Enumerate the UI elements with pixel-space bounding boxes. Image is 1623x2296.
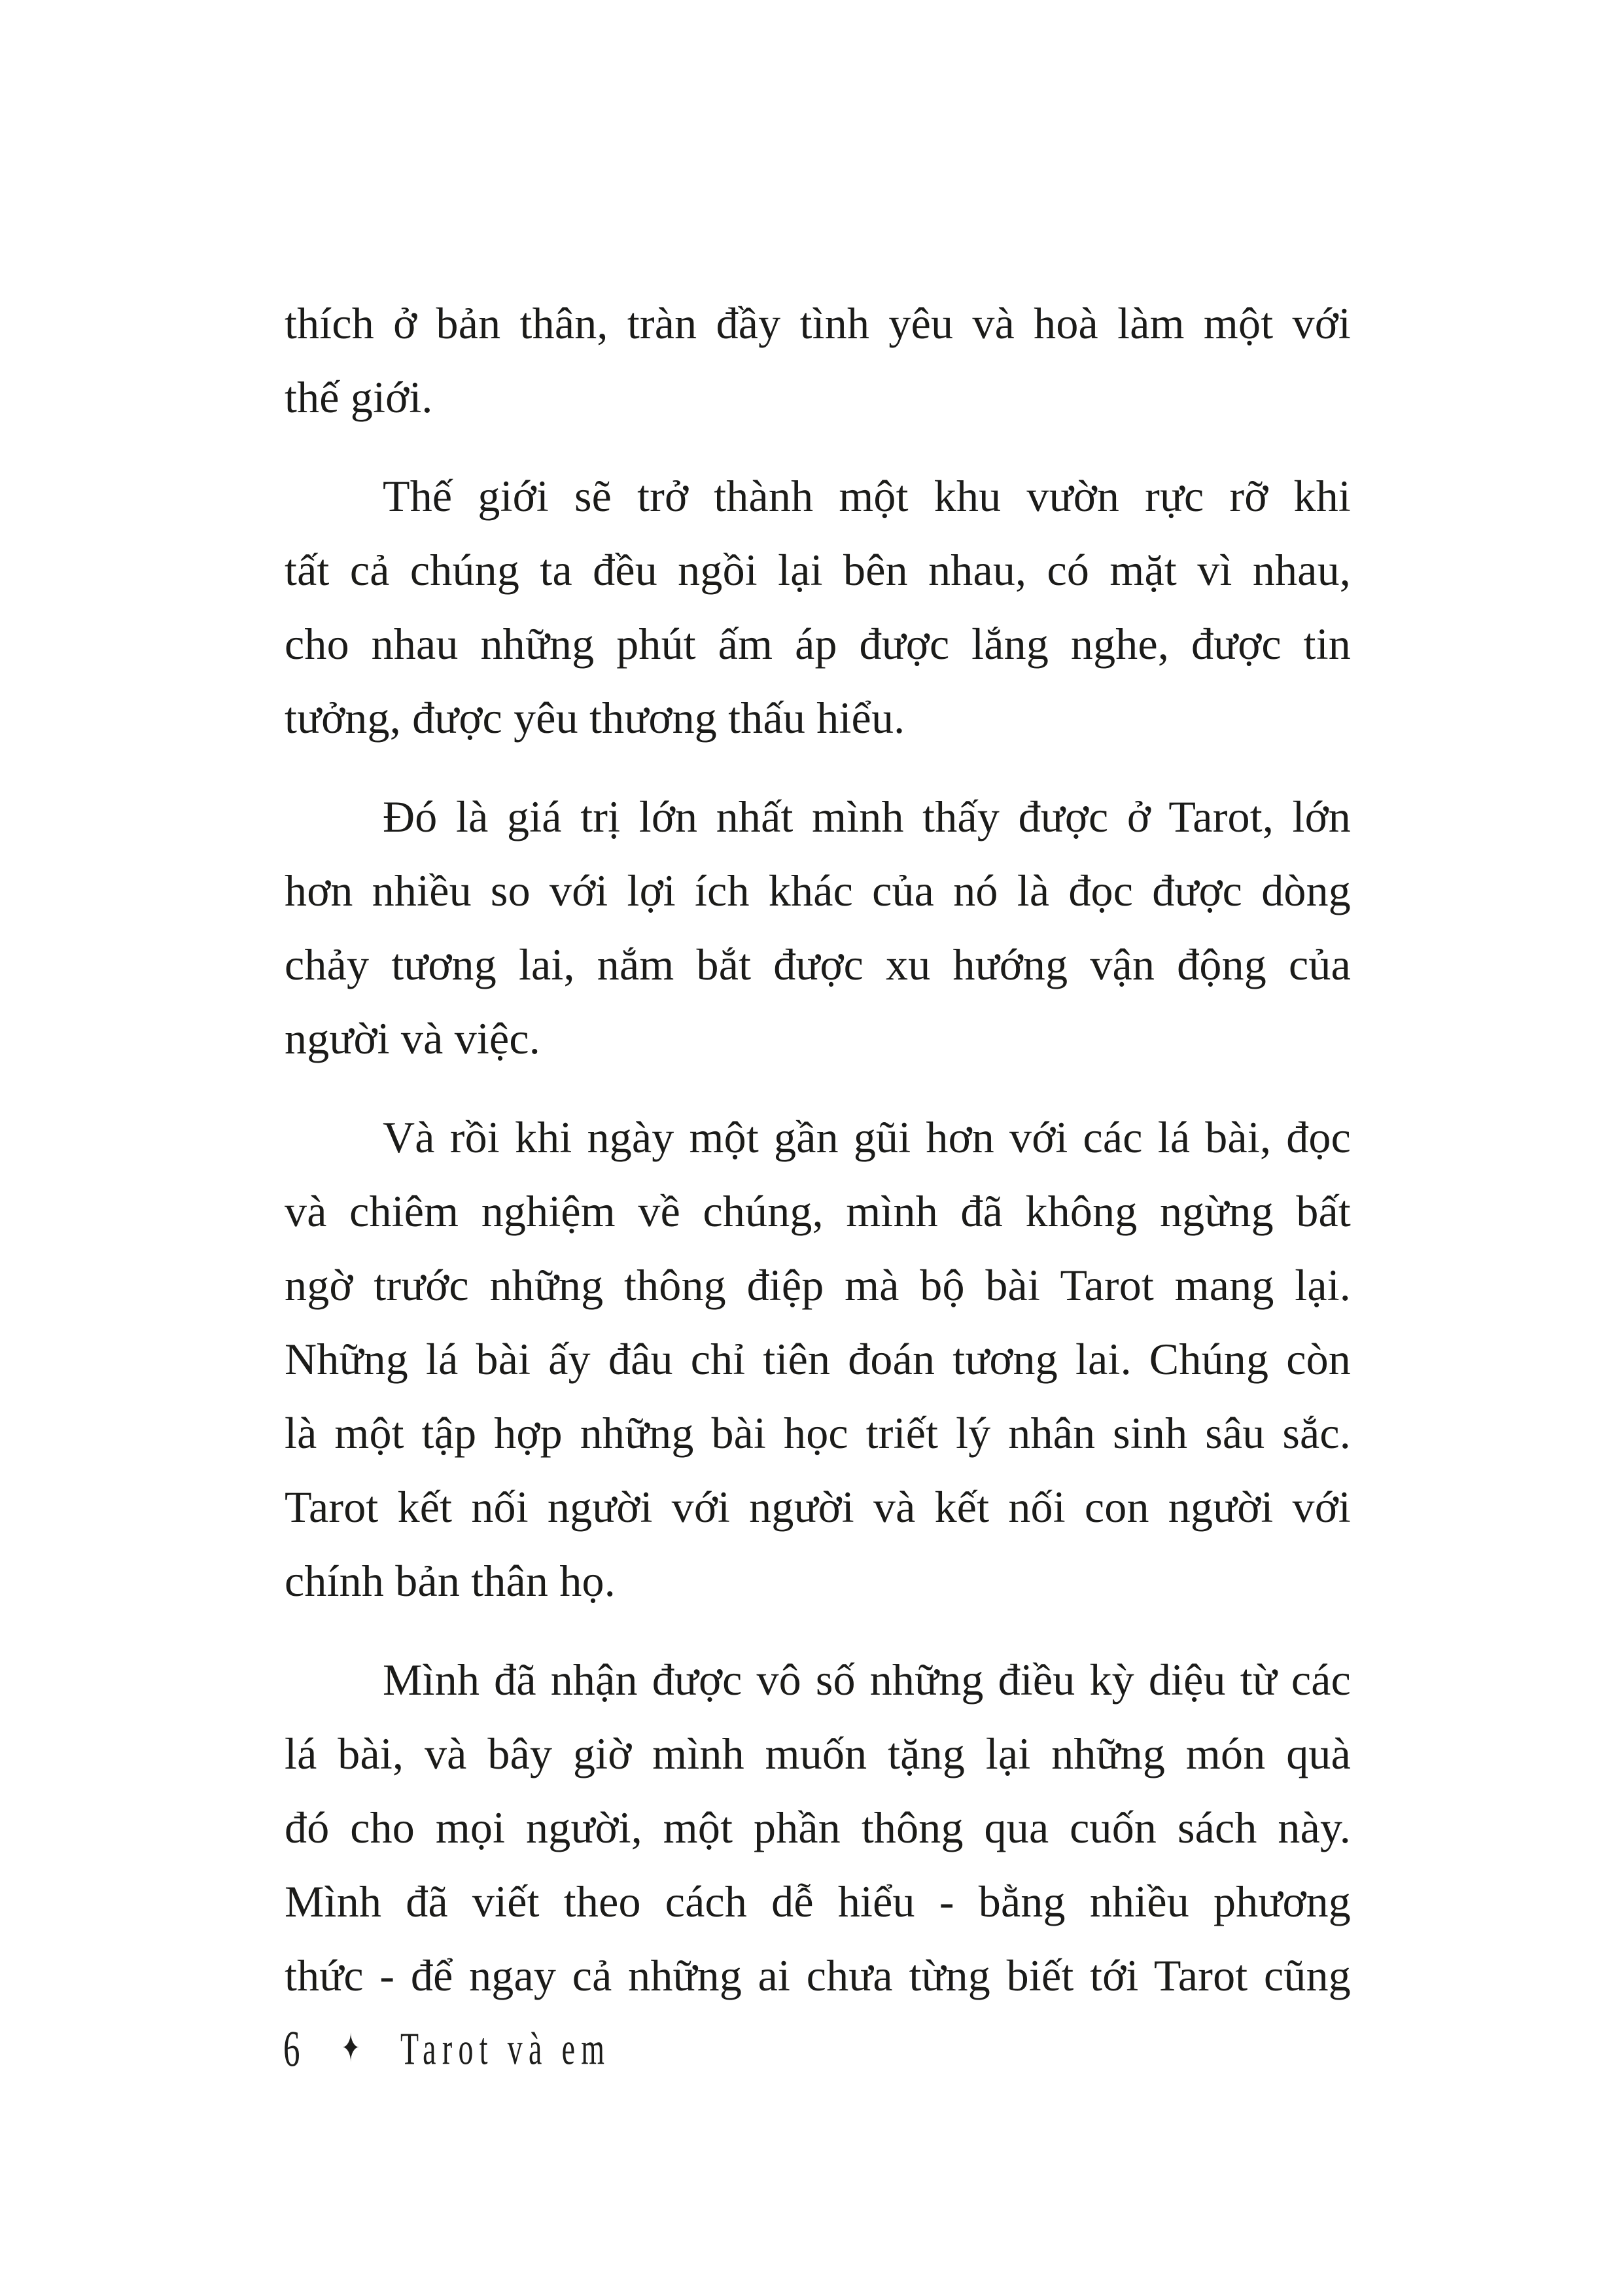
text-line: Đó là giá trị lớn nhất mình thấy được ở Tarot, lớn — [383, 792, 1351, 841]
paragraph — [285, 780, 1351, 1076]
page-number: 6 — [283, 2021, 302, 2077]
text-line: Mình đã nhận được vô số những điều kỳ diệu từ các — [383, 1655, 1351, 1704]
text-line: thế giới. — [285, 372, 433, 422]
text-line: ngờ trước những thông điệp mà bộ bài Tarot mang lại. — [285, 1260, 1351, 1310]
four-pointed-star-icon: ✦ — [341, 2026, 360, 2070]
paragraph — [285, 1643, 1351, 2013]
text-line: cho nhau những phút ấm áp được lắng nghe, được tin — [285, 619, 1351, 669]
text-line: đó cho mọi người, một phần thông qua cuốn sách này. — [285, 1803, 1351, 1852]
text-line: Và rồi khi ngày một gần gũi hơn với các lá bài, đọc — [383, 1112, 1351, 1162]
text-line: tất cả chúng ta đều ngồi lại bên nhau, có mặt vì nhau, — [285, 545, 1351, 595]
paragraph — [285, 1101, 1351, 1618]
text-line: Tarot kết nối người với người và kết nối con người với — [285, 1482, 1351, 1532]
text-line: thích ở bản thân, tràn đầy tình yêu và hoà làm một với — [285, 298, 1351, 348]
text-line: là một tập hợp những bài học triết lý nhân sinh sâu sắc. — [285, 1408, 1351, 1458]
paragraph — [285, 459, 1351, 755]
page-footer — [283, 2021, 611, 2077]
book-title: Tarot và em — [400, 2023, 611, 2074]
text-line: Mình đã viết theo cách dễ hiểu - bằng nhiều phương — [285, 1877, 1351, 1926]
text-line: người và việc. — [285, 1014, 540, 1063]
text-line: lá bài, và bây giờ mình muốn tặng lại những món quà — [285, 1729, 1351, 1778]
text-line: Thế giới sẽ trở thành một khu vườn rực rỡ khi — [383, 471, 1351, 521]
text-line: thức - để ngay cả những ai chưa từng biết tới Tarot cũng — [285, 1951, 1351, 2000]
text-line: tưởng, được yêu thương thấu hiểu. — [285, 693, 905, 743]
text-line: chính bản thân họ. — [285, 1556, 616, 1606]
page-body-text — [285, 287, 1351, 2013]
paragraph — [285, 287, 1351, 434]
text-line: hơn nhiều so với lợi ích khác của nó là đọc được dòng — [285, 866, 1351, 915]
text-line: và chiêm nghiệm về chúng, mình đã không ngừng bất — [285, 1186, 1351, 1236]
text-line: Những lá bài ấy đâu chỉ tiên đoán tương lai. Chúng còn — [285, 1334, 1351, 1384]
text-line: chảy tương lai, nắm bắt được xu hướng vận động của — [285, 940, 1351, 989]
